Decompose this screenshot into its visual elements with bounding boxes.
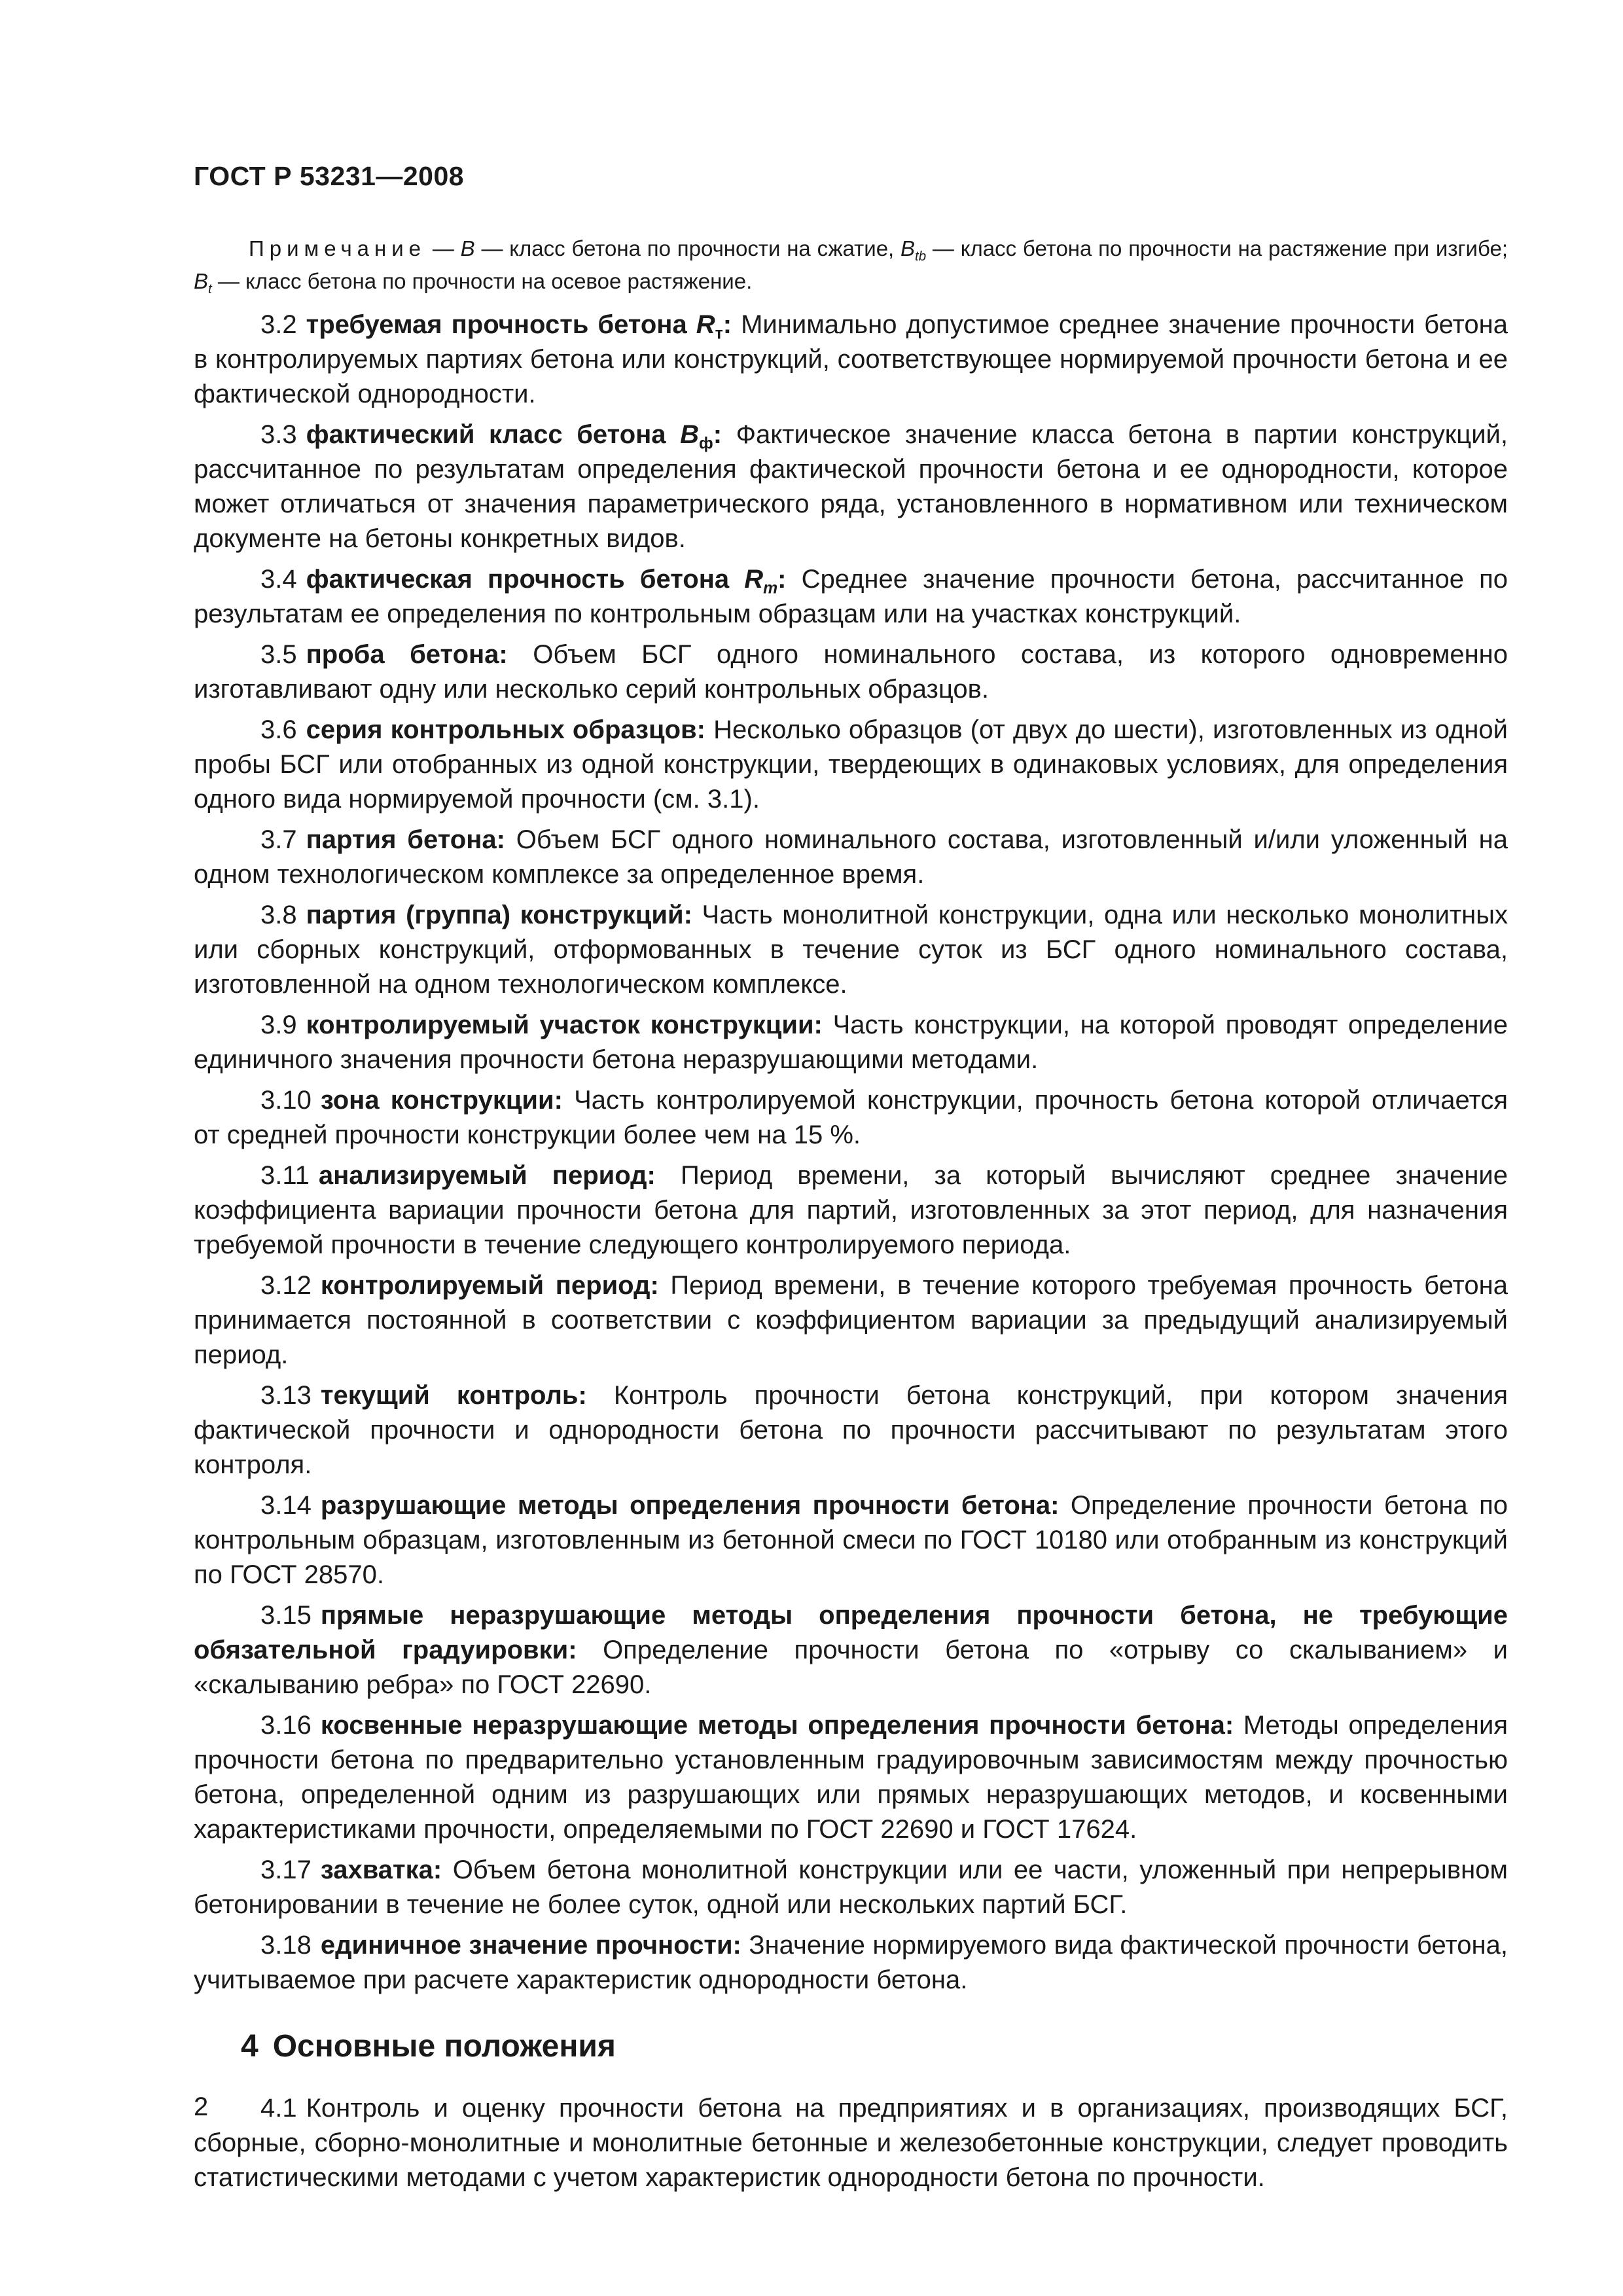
- definition-3-13: 3.13 текущий контроль: Контроль прочности бетона конструкций, при котором значения фактической прочности и однородности бетона по прочности рассчитывают по результатам этого контроля.: [194, 1381, 1508, 1479]
- definition-term: контролируемый период:: [320, 1271, 659, 1300]
- document-code-header: ГОСТ Р 53231—2008: [194, 161, 465, 191]
- definition-term: текущий контроль:: [320, 1381, 587, 1410]
- definition-term: зона конструкции:: [320, 1086, 563, 1115]
- definition-term: проба бетона:: [306, 640, 508, 669]
- definition-term: партия (группа) конструкций:: [306, 901, 692, 929]
- definition-3-18: 3.18 единичное значение прочности: Значение нормируемого вида фактической прочности бетона, учитываемое при расчете характеристик однородности бетона.: [194, 1931, 1508, 1994]
- definition-3-7: 3.7 партия бетона: Объем БСГ одного номинального состава, изготовленный и/или уложенный на одном технологическом комплексе за определенное время.: [194, 825, 1508, 889]
- definition-term: партия бетона:: [306, 825, 505, 854]
- note-label: Примечание: [249, 236, 427, 260]
- definition-3-3: 3.3 фактический класс бетона $B_ф$: Фактическое значение класса бетона в партии конструкций, рассчитанное по результатам определения фактической прочности бетона и ее однородности, которое может отличаться от значения параметрического ряда, установленного в нормативном или техническом документе на бетоны конкретных видов.: [194, 420, 1508, 553]
- definition-3-9: 3.9 контролируемый участок конструкции: Часть конструкции, на которой проводят определение единичного значения прочности бетона неразрушающими методами.: [194, 1011, 1508, 1074]
- section-4-heading: 4 Основные положения: [241, 2029, 616, 2064]
- definition-term: фактическая прочность бетона $R_m$:: [306, 565, 787, 598]
- definition-3-4: 3.4 фактическая прочность бетона $R_m$: Среднее значение прочности бетона, рассчитанное по результатам ее определения по контрольным образцам или на участках конструкций.: [194, 565, 1508, 628]
- definition-3-8: 3.8 партия (группа) конструкций: Часть монолитной конструкции, одна или несколько монолитных или сборных конструкций, отформованных в течение суток из БСГ одного номинального состава, изготовленной на одном технологическом комплексе.: [194, 901, 1508, 999]
- definition-term: анализируемый период:: [318, 1161, 656, 1190]
- definition-term: захватка:: [320, 1856, 442, 1884]
- definition-term: фактический класс бетона $B_ф$:: [306, 420, 722, 453]
- definition-term: прямые неразрушающие методы определения прочности бетона, не требующие обязательной градуировки:: [194, 1601, 1508, 1664]
- definition-term: требуемая прочность бетона $R_т$:: [306, 310, 732, 343]
- definition-3-12: 3.12 контролируемый период: Период времени, в течение которого требуемая прочность бетона принимается постоянной в соответствии с коэффициентом вариации за предыдущий анализируемый период.: [194, 1271, 1508, 1369]
- definition-3-10: 3.10 зона конструкции: Часть контролируемой конструкции, прочность бетона которой отличается от средней прочности конструкции более чем на 15 %.: [194, 1086, 1508, 1149]
- definition-term: контролируемый участок конструкции:: [306, 1011, 823, 1039]
- definition-term: разрушающие методы определения прочности бетона:: [320, 1491, 1060, 1520]
- definition-3-2: 3.2 требуемая прочность бетона $R_т$: Минимально допустимое среднее значение прочности бетона в контролируемых партиях бетона или конструкций, соответствующее нормируемой прочности бетона и ее фактической однородности.: [194, 310, 1508, 408]
- definition-term: единичное значение прочности:: [320, 1931, 741, 1960]
- definition-3-5: 3.5 проба бетона: Объем БСГ одного номинального состава, из которого одновременно изготавливают одну или несколько серий контрольных образцов.: [194, 640, 1508, 704]
- definition-3-15: 3.15 прямые неразрушающие методы определения прочности бетона, не требующие обязательной градуировки: Определение прочности бетона по «отрыву со скалыванием» и «скалыванию ребра» по ГОСТ 22690.: [194, 1601, 1508, 1699]
- definition-3-11: 3.11 анализируемый период: Период времени, за который вычисляют среднее значение коэффициента вариации прочности бетона для партий, изготовленных за этот период, для назначения требуемой прочности в течение следующего контролируемого периода.: [194, 1161, 1508, 1259]
- definition-term: серия контрольных образцов:: [306, 715, 705, 744]
- definition-3-16: 3.16 косвенные неразрушающие методы определения прочности бетона: Методы определения прочности бетона по предварительно установленным градуировочным зависимостям между прочностью бетона, определенной одним из разрушающих или прямых неразрушающих методов, и косвенными характеристиками прочности, определяемыми по ГОСТ 22690 и ГОСТ 17624.: [194, 1711, 1508, 1844]
- definition-3-14: 3.14 разрушающие методы определения прочности бетона: Определение прочности бетона по контрольным образцам, изготовленным из бетонной смеси по ГОСТ 10180 или отобранным из конструкций по ГОСТ 28570.: [194, 1491, 1508, 1589]
- paragraph-4-1: 4.1 Контроль и оценку прочности бетона на предприятиях и в организациях, производящих БСГ, сборные, сборно-монолитные и монолитные бетонные и железобетонные конструкции, следует проводить статистическими методами с учетом характеристик однородности бетона по прочности.: [194, 2094, 1508, 2192]
- definition-term: косвенные неразрушающие методы определения прочности бетона:: [320, 1711, 1234, 1740]
- page-number: 2: [194, 2092, 209, 2121]
- definition-3-17: 3.17 захватка: Объем бетона монолитной конструкции или ее части, уложенный при непрерывном бетонировании в течение не более суток, одной или нескольких партий БСГ.: [194, 1856, 1508, 1919]
- document-body: [194, 308, 1508, 2201]
- definition-3-6: 3.6 серия контрольных образцов: Несколько образцов (от двух до шести), изготовленных из одной пробы БСГ или отобранных из одной конструкции, твердеющих в одинаковых условиях, для определения одного вида нормируемой прочности (см. 3.1).: [194, 715, 1508, 814]
- note-block: Примечание — B — класс бетона по прочности на сжатие, $B_{tb}$ — класс бетона по прочности на растяжение при изгибе; $B_t$ — класс бетона по прочности на осевое растяжение.: [194, 236, 1508, 297]
